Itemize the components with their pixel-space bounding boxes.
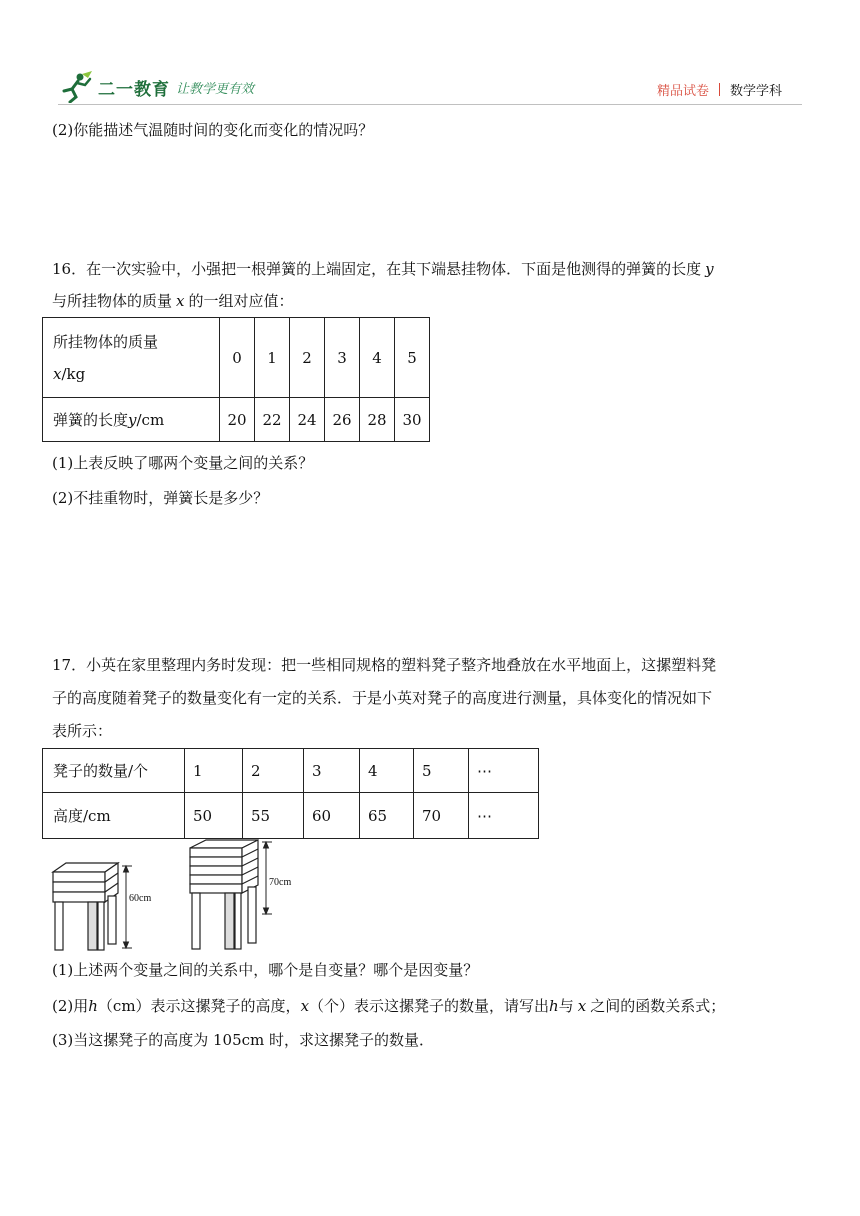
brand-name: 二一教育: [98, 79, 170, 100]
table-cell: 70: [414, 793, 469, 839]
q17-part2: [52, 996, 725, 1016]
stool-table: [42, 748, 539, 839]
table-cell: ⋯: [469, 749, 539, 793]
table-cell: 1: [255, 318, 290, 398]
q17-part2-d: 与: [558, 997, 574, 1015]
row-label-length-unit: /cm: [136, 411, 165, 429]
row-label-mass: [43, 318, 220, 398]
q17-line3: 表所示：: [52, 722, 113, 740]
table-cell: 3: [304, 749, 360, 793]
table-cell: 30: [395, 398, 430, 442]
table-row: [43, 318, 430, 398]
q17-part3: (3)当这摞凳子的高度为 105cm 时，求这摞凳子的数量．: [52, 1031, 435, 1049]
spring-table: [42, 317, 430, 442]
header-tags: [657, 80, 782, 99]
table-cell: 0: [220, 318, 255, 398]
tag-quality-paper: 精品试卷: [656, 84, 709, 99]
var-h: h: [88, 997, 98, 1015]
q17-part2-c: （个）表示这摞凳子的数量，请写出: [309, 997, 550, 1015]
table-cell: 50: [185, 793, 243, 839]
table-cell: 28: [360, 398, 395, 442]
table-cell: 26: [325, 398, 360, 442]
label-60cm: 60cm: [129, 893, 152, 904]
table-cell: 4: [360, 749, 414, 793]
q15-part2: (2)你能描述气温随时间的变化而变化的情况吗？: [52, 121, 374, 139]
row-label-mass-var: x: [53, 364, 62, 383]
table-cell: 1: [185, 749, 243, 793]
q16-part2: (2)不挂重物时，弹簧长是多少？: [52, 489, 269, 507]
table-cell: 55: [243, 793, 304, 839]
stool-figure: [48, 838, 318, 954]
table-cell: 2: [243, 749, 304, 793]
table-cell: 2: [290, 318, 325, 398]
q17-line1: 17．小英在家里整理内务时发现：把一些相同规格的塑料凳子整齐地叠放在水平地面上，这摞塑料凳: [52, 656, 717, 674]
header-divider: [58, 104, 802, 105]
var-x: x: [577, 997, 587, 1015]
table-row: [43, 749, 539, 793]
q17-part2-a: (2)用: [52, 997, 89, 1015]
row-label-length-text: 弹簧的长度: [53, 411, 129, 429]
q17-part2-b: （cm）表示这摞凳子的高度，: [97, 997, 301, 1015]
var-h: h: [549, 997, 559, 1015]
table-cell: 20: [220, 398, 255, 442]
q16-line2: [52, 291, 294, 311]
var-x: x: [300, 997, 310, 1015]
q17-line2: 子的高度随着凳子的数量变化有一定的关系．于是小英对凳子的高度进行测量，具体变化的情况如下: [52, 689, 713, 707]
tag-divider: [719, 83, 720, 96]
table-cell: 4: [360, 318, 395, 398]
q16-line2-pre: 与所挂物体的质量: [52, 292, 173, 310]
q16-part1: (1)上表反映了哪两个变量之间的关系？: [52, 454, 314, 472]
table-cell: 60: [304, 793, 360, 839]
var-x: x: [176, 292, 185, 310]
dimension-arrow-60: [122, 866, 132, 948]
table-cell: ⋯: [469, 793, 539, 839]
q17-part2-e: 之间的函数关系式；: [590, 997, 726, 1015]
row-label-length: [43, 398, 220, 442]
var-y: y: [705, 260, 714, 278]
q16-line2-post: 的一组对应值：: [188, 292, 294, 310]
table-cell: 5: [414, 749, 469, 793]
label-70cm: 70cm: [269, 877, 292, 888]
table-cell: 24: [290, 398, 325, 442]
tag-subject: 数学学科: [729, 84, 782, 99]
row-label-height: 高度/cm: [43, 793, 185, 839]
table-cell: 22: [255, 398, 290, 442]
row-label-mass-unit: /kg: [61, 364, 86, 383]
row-label-count: 凳子的数量/个: [43, 749, 185, 793]
runner-logo-icon: [58, 71, 94, 103]
q17-part1: (1)上述两个变量之间的关系中，哪个是自变量？哪个是因变量？: [52, 961, 479, 979]
stool-stack-5: [190, 840, 258, 949]
brand-slogan: 让教学更有效: [176, 81, 255, 97]
table-cell: 3: [325, 318, 360, 398]
q16-line1: [52, 259, 714, 279]
logo: [58, 70, 254, 104]
table-row: [43, 793, 539, 839]
table-cell: 5: [395, 318, 430, 398]
table-row: [43, 398, 430, 442]
row-label-mass-line1: 所挂物体的质量: [53, 332, 159, 351]
table-cell: 65: [360, 793, 414, 839]
q16-text: 16．在一次实验中，小强把一根弹簧的上端固定，在其下端悬挂物体．下面是他测得的弹簧的长度: [52, 260, 702, 278]
row-label-length-var: y: [128, 411, 137, 429]
stool-stack-3: [53, 863, 118, 950]
page-header: [0, 0, 860, 110]
